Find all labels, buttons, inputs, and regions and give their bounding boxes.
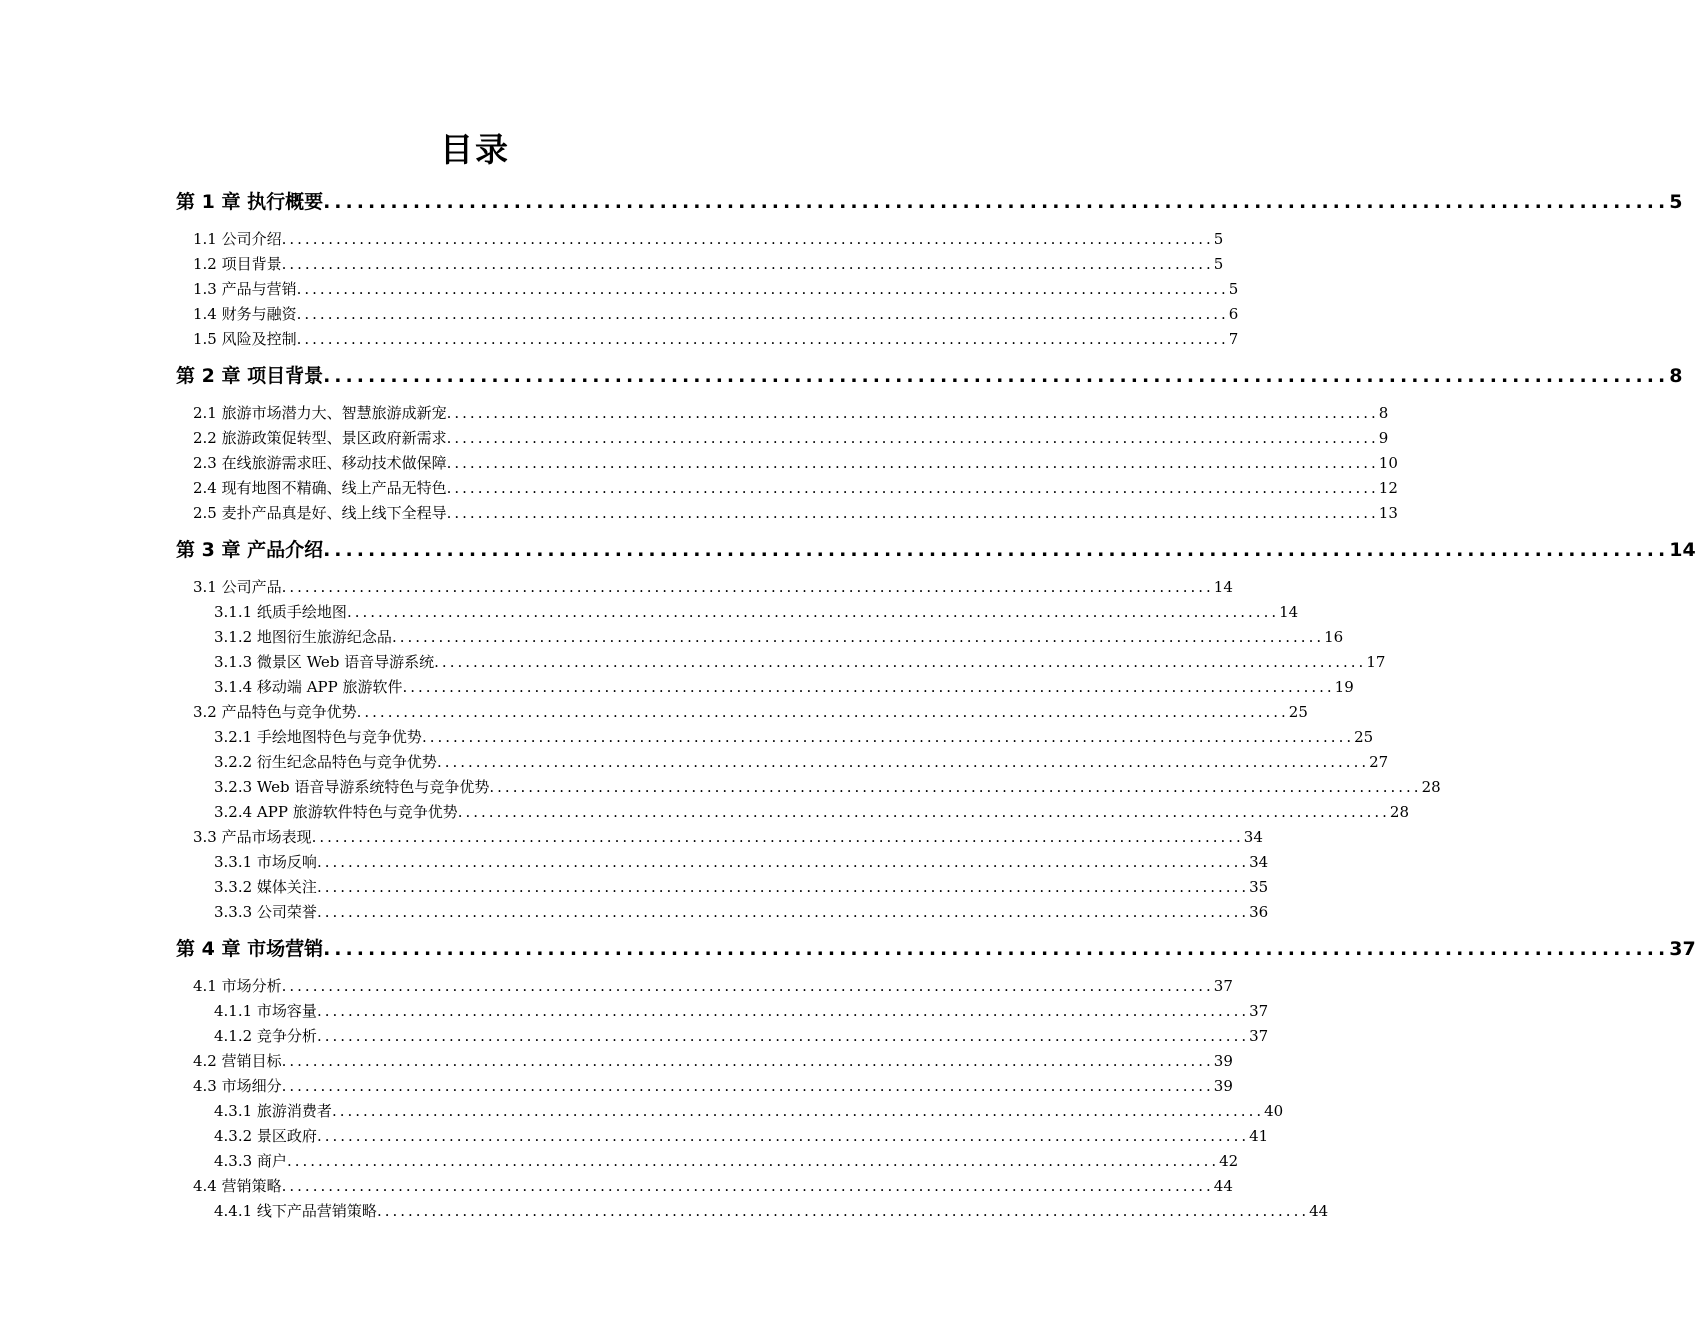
toc-page-number: 44 [1309, 1202, 1329, 1220]
toc-chapter-entry[interactable] [176, 189, 1683, 215]
toc-section-entry[interactable] [193, 402, 1389, 424]
toc-entry-label: 4.3.1 旅游消费者 [214, 1102, 332, 1120]
toc-page-number: 36 [1249, 903, 1269, 921]
toc-page-number: 10 [1378, 454, 1398, 472]
toc-entry-label: 3.2.4 APP 旅游软件特色与竞争优势 [214, 803, 458, 821]
toc-page-number: 28 [1389, 803, 1409, 821]
toc-entry-label: 1.4 财务与融资 [193, 305, 297, 323]
toc-page-number: 37 [1249, 1027, 1269, 1045]
toc-section-entry[interactable] [193, 576, 1233, 598]
toc-entry-label: 3.1.3 微景区 Web 语音导游系统 [214, 653, 435, 671]
toc-section-entry[interactable] [193, 328, 1239, 350]
toc-dot-leader: ........................................................................................................................ [316, 1027, 1250, 1045]
toc-section-entry[interactable] [193, 228, 1224, 250]
toc-page-number: 5 [1213, 255, 1224, 273]
toc-dot-leader: ........................................................................................................................ [446, 404, 1379, 422]
toc-dot-leader: ........................................................................................................................ [281, 255, 1214, 273]
toc-dot-leader: ........................................................................................................................ [281, 1052, 1214, 1070]
toc-dot-leader: ........................................................................................................................ [323, 938, 1670, 960]
toc-dot-leader: ........................................................................................................................ [446, 429, 1379, 447]
toc-page-number: 40 [1264, 1102, 1284, 1120]
toc-page-number: 27 [1369, 753, 1389, 771]
toc-page-number: 39 [1213, 1052, 1233, 1070]
toc-dot-leader: ........................................................................................................................ [376, 1202, 1310, 1220]
toc-dot-leader: ........................................................................................................................ [331, 1102, 1265, 1120]
toc-dot-leader: ........................................................................................................................ [281, 1077, 1214, 1095]
toc-section-entry[interactable] [193, 1175, 1233, 1197]
toc-entry-label: 3.3.3 公司荣誉 [214, 903, 317, 921]
toc-page-number: 35 [1249, 878, 1269, 896]
toc-section-entry[interactable] [214, 876, 1269, 898]
toc-entry-label: 2.1 旅游市场潜力大、智慧旅游成新宠 [193, 404, 447, 422]
toc-page-number: 14 [1213, 578, 1233, 596]
toc-section-entry[interactable] [214, 626, 1344, 648]
toc-dot-leader: ........................................................................................................................ [323, 191, 1670, 213]
toc-dot-leader: ........................................................................................................................ [402, 678, 1335, 696]
toc-section-entry[interactable] [214, 601, 1299, 623]
toc-section-entry[interactable] [214, 1100, 1284, 1122]
toc-dot-leader: ........................................................................................................................ [446, 454, 1379, 472]
toc-section-entry[interactable] [193, 1075, 1233, 1097]
toc-page-number: 8 [1378, 404, 1389, 422]
toc-entry-label: 3.2 产品特色与竞争优势 [193, 703, 357, 721]
toc-dot-leader: ........................................................................................................................ [421, 728, 1355, 746]
toc-dot-leader: ........................................................................................................................ [323, 539, 1670, 561]
toc-entry-label: 1.5 风险及控制 [193, 330, 297, 348]
toc-section-entry[interactable] [193, 701, 1308, 723]
toc-section-entry[interactable] [214, 1000, 1269, 1022]
toc-dot-leader: ........................................................................................................................ [281, 230, 1214, 248]
toc-entry-label: 4.3.2 景区政府 [214, 1127, 317, 1145]
toc-page-number: 17 [1366, 653, 1386, 671]
toc-entry-label: 2.5 麦扑产品真是好、线上线下全程导 [193, 504, 447, 522]
toc-dot-leader: ........................................................................................................................ [316, 1127, 1250, 1145]
toc-section-entry[interactable] [214, 1125, 1269, 1147]
toc-section-entry[interactable] [214, 851, 1269, 873]
toc-section-entry[interactable] [193, 1050, 1233, 1072]
toc-section-entry[interactable] [214, 651, 1386, 673]
toc-section-entry[interactable] [214, 726, 1374, 748]
toc-section-entry[interactable] [193, 975, 1233, 997]
page-title: 目录 [440, 130, 510, 169]
toc-entry-label: 第 1 章 执行概要 [176, 191, 324, 213]
toc-section-entry[interactable] [193, 502, 1398, 524]
toc-page-number: 19 [1334, 678, 1354, 696]
toc-entry-label: 1.2 项目背景 [193, 255, 282, 273]
toc-dot-leader: ........................................................................................................................ [296, 330, 1229, 348]
toc-page-number: 42 [1219, 1152, 1239, 1170]
toc-page-number: 14 [1669, 539, 1696, 561]
toc-entry-label: 2.3 在线旅游需求旺、移动技术做保障 [193, 454, 447, 472]
toc-section-entry[interactable] [214, 801, 1409, 823]
toc-page-number: 5 [1213, 230, 1224, 248]
toc-dot-leader: ........................................................................................................................ [316, 903, 1250, 921]
toc-entry-label: 3.1 公司产品 [193, 578, 282, 596]
toc-chapter-entry[interactable] [176, 936, 1696, 962]
toc-section-entry[interactable] [214, 1200, 1329, 1222]
toc-entry-label: 4.1.2 竞争分析 [214, 1027, 317, 1045]
toc-dot-leader: ........................................................................................................................ [446, 479, 1379, 497]
toc-dot-leader: ........................................................................................................................ [457, 803, 1390, 821]
toc-section-entry[interactable] [193, 253, 1224, 275]
toc-entry-label: 3.2.3 Web 语音导游系统特色与竞争优势 [214, 778, 490, 796]
toc-entry-label: 4.3.3 商户 [214, 1152, 287, 1170]
toc-page-number: 6 [1228, 305, 1239, 323]
toc-page-number: 25 [1354, 728, 1374, 746]
toc-section-entry[interactable] [214, 676, 1354, 698]
toc-dot-leader: ........................................................................................................................ [296, 280, 1229, 298]
toc-section-entry[interactable] [214, 1150, 1239, 1172]
toc-page-number: 25 [1288, 703, 1308, 721]
toc-dot-leader: ........................................................................................................................ [281, 578, 1214, 596]
toc-dot-leader: ........................................................................................................................ [296, 305, 1229, 323]
toc-page-number: 28 [1421, 778, 1441, 796]
toc-entry-label: 第 2 章 项目背景 [176, 365, 324, 387]
toc-entry-label: 3.1.1 纸质手绘地图 [214, 603, 347, 621]
toc-page-number: 37 [1669, 938, 1696, 960]
toc-dot-leader: ........................................................................................................................ [434, 653, 1367, 671]
toc-entry-label: 4.1 市场分析 [193, 977, 282, 995]
toc-section-entry[interactable] [214, 901, 1269, 923]
toc-section-entry[interactable] [214, 776, 1441, 798]
toc-entry-label: 3.3 产品市场表现 [193, 828, 312, 846]
toc-section-entry[interactable] [193, 278, 1239, 300]
toc-page-number: 34 [1243, 828, 1263, 846]
toc-dot-leader: ........................................................................................................................ [286, 1152, 1220, 1170]
toc-dot-leader: ........................................................................................................................ [281, 1177, 1214, 1195]
toc-entry-label: 4.4 营销策略 [193, 1177, 282, 1195]
toc-section-entry[interactable] [214, 1025, 1269, 1047]
toc-page-number: 7 [1228, 330, 1239, 348]
toc-dot-leader: ........................................................................................................................ [346, 603, 1280, 621]
toc-page-number: 13 [1378, 504, 1398, 522]
toc-page-number: 14 [1279, 603, 1299, 621]
toc-dot-leader: ........................................................................................................................ [316, 1002, 1250, 1020]
toc-dot-leader: ........................................................................................................................ [356, 703, 1289, 721]
toc-page-number: 16 [1324, 628, 1344, 646]
toc-page-number: 8 [1669, 365, 1683, 387]
toc-dot-leader: ........................................................................................................................ [323, 365, 1670, 387]
toc-dot-leader: ........................................................................................................................ [281, 977, 1214, 995]
toc-entry-label: 4.2 营销目标 [193, 1052, 282, 1070]
toc-entry-label: 3.3.2 媒体关注 [214, 878, 317, 896]
toc-section-entry[interactable] [193, 427, 1389, 449]
toc-section-entry[interactable] [193, 826, 1263, 848]
toc-page-number: 44 [1213, 1177, 1233, 1195]
toc-chapter-entry[interactable] [176, 537, 1696, 563]
toc-entry-label: 1.3 产品与营销 [193, 280, 297, 298]
toc-dot-leader: ........................................................................................................................ [489, 778, 1422, 796]
toc-page-number: 37 [1249, 1002, 1269, 1020]
toc-page-number: 34 [1249, 853, 1269, 871]
toc-entry-label: 3.1.2 地图衍生旅游纪念品 [214, 628, 392, 646]
toc-dot-leader: ........................................................................................................................ [391, 628, 1325, 646]
toc-dot-leader: ........................................................................................................................ [316, 878, 1250, 896]
toc-entry-label: 4.1.1 市场容量 [214, 1002, 317, 1020]
toc-dot-leader: ........................................................................................................................ [316, 853, 1250, 871]
toc-chapter-entry[interactable] [176, 363, 1683, 389]
toc-page-number: 41 [1249, 1127, 1269, 1145]
toc-page-number: 9 [1378, 429, 1389, 447]
toc-section-entry[interactable] [214, 751, 1389, 773]
toc-entry-label: 4.4.1 线下产品营销策略 [214, 1202, 377, 1220]
toc-entry-label: 第 4 章 市场营销 [176, 938, 324, 960]
toc-page-number: 5 [1669, 191, 1683, 213]
toc-dot-leader: ........................................................................................................................ [436, 753, 1370, 771]
toc-entry-label: 2.4 现有地图不精确、线上产品无特色 [193, 479, 447, 497]
toc-page-number: 39 [1213, 1077, 1233, 1095]
toc-section-entry[interactable] [193, 303, 1239, 325]
toc-entry-label: 1.1 公司介绍 [193, 230, 282, 248]
toc-page-number: 37 [1213, 977, 1233, 995]
toc-section-entry[interactable] [193, 477, 1398, 499]
toc-page-number: 12 [1378, 479, 1398, 497]
toc-page-number: 5 [1228, 280, 1239, 298]
toc-section-entry[interactable] [193, 452, 1398, 474]
toc-entry-label: 3.3.1 市场反响 [214, 853, 317, 871]
toc-dot-leader: ........................................................................................................................ [446, 504, 1379, 522]
toc-entry-label: 3.1.4 移动端 APP 旅游软件 [214, 678, 403, 696]
toc-entry-label: 2.2 旅游政策促转型、景区政府新需求 [193, 429, 447, 447]
toc-dot-leader: ........................................................................................................................ [311, 828, 1244, 846]
toc-entry-label: 3.2.1 手绘地图特色与竞争优势 [214, 728, 422, 746]
toc-entry-label: 3.2.2 衍生纪念品特色与竞争优势 [214, 753, 437, 771]
toc-entry-label: 4.3 市场细分 [193, 1077, 282, 1095]
toc-entry-label: 第 3 章 产品介绍 [176, 539, 324, 561]
